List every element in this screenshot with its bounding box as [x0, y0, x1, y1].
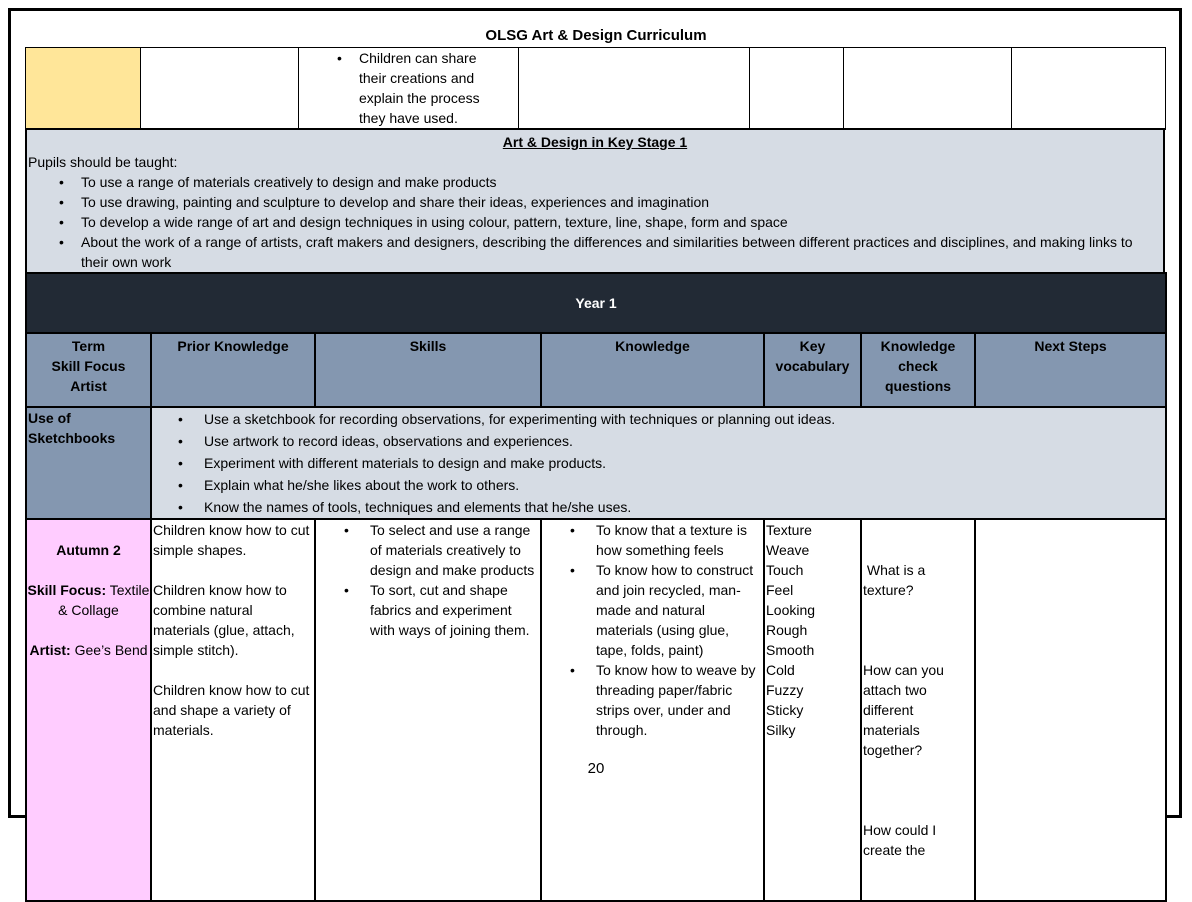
sketchbook-bullet: • Explain what he/she likes about the work to others.: [204, 474, 1165, 496]
vocab-word: Smooth: [766, 642, 815, 658]
header-artist-line: Artist: [70, 378, 107, 394]
sketchbooks-label: [26, 407, 151, 519]
key-stage-title: Art & Design in Key Stage 1: [502, 134, 688, 150]
check-question: How could I create the: [863, 822, 941, 858]
autumn2-term-cell: [26, 519, 151, 901]
sketchbooks-list: [152, 408, 1165, 518]
key-stage-bullet: • About the work of a range of artists, craft makers and designers, describing the differences and similarities between different practices and disciplines, and making links to their own work: [81, 232, 1163, 272]
header-next-steps: Next Steps: [975, 333, 1166, 407]
vocab-word: Weave: [766, 542, 810, 558]
autumn2-check-questions: [861, 519, 975, 901]
sketchbooks-label-line: Use of: [28, 410, 71, 426]
sketchbooks-body: [151, 407, 1166, 519]
knowledge-cell: [519, 48, 750, 130]
check-cell: [844, 48, 1012, 130]
sketchbook-bullet: • Experiment with different materials to design and make products.: [204, 452, 1165, 474]
autumn2-prior-knowledge: [151, 519, 315, 901]
skill-bullet: • Children can share their creations and explain the process they have used.: [359, 48, 489, 128]
vocab-cell: [750, 48, 844, 130]
year-title: Year 1: [26, 273, 1166, 333]
autumn2-vocabulary: [764, 519, 861, 901]
year-banner-row: [26, 273, 1166, 333]
header-check-line: Knowledge: [880, 338, 956, 354]
skills-cell: [299, 48, 519, 130]
knowledge-item: • To know how to weave by threading paper/fabric strips over, under and through.: [596, 660, 762, 740]
key-stage-table: [25, 128, 1165, 274]
knowledge-item: • To know how to construct and join recycled, man-made and natural materials (using glue, tape, folds, paint): [596, 560, 762, 660]
next-steps-cell: [1012, 48, 1166, 130]
autumn2-next-steps: [975, 519, 1166, 901]
skills-list: [317, 520, 539, 640]
header-check-line: check questions: [884, 358, 952, 394]
header-knowledge: Knowledge: [541, 333, 764, 407]
artist: [27, 640, 150, 660]
prior-knowledge-item: Children know how to combine natural materials (glue, attach, simple stitch).: [153, 582, 295, 658]
artist-label: Artist:: [29, 642, 71, 658]
key-stage-list: [27, 172, 1163, 272]
skill-focus: [27, 580, 150, 620]
vocab-word: Silky: [766, 722, 796, 738]
prior-knowledge-item: Children know how to cut simple shapes.: [153, 522, 310, 558]
header-prior-knowledge: Prior Knowledge: [151, 333, 315, 407]
vocab-word: Feel: [766, 582, 794, 598]
check-question: What is a texture?: [863, 562, 930, 598]
skill-focus-value: Textile & Collage: [58, 582, 150, 618]
artist-value: Gee’s Bend: [74, 642, 148, 658]
key-stage-cell: [26, 129, 1164, 273]
header-knowledge-check: [861, 333, 975, 407]
vocab-word: Rough: [766, 622, 808, 638]
sketchbooks-row: [26, 407, 1166, 519]
vocab-word: Cold: [766, 662, 795, 678]
page-number: 20: [587, 760, 605, 777]
skill-focus-label: Skill Focus:: [27, 582, 107, 598]
sketchbook-bullet: • Use a sketchbook for recording observations, for experimenting with techniques or planning out ideas.: [204, 408, 1165, 430]
sketchbook-bullet: • Use artwork to record ideas, observations and experiences.: [204, 430, 1165, 452]
year1-table: [25, 272, 1167, 902]
header-skill-focus-line: Skill Focus: [51, 358, 126, 374]
skill-item: • To select and use a range of materials creatively to design and make products: [370, 520, 539, 580]
vocab-word: Looking: [766, 602, 816, 618]
previous-row: [26, 48, 1166, 130]
eyfs-term-cell: [26, 48, 141, 130]
header-vocab-line: vocabulary: [775, 358, 850, 374]
autumn2-row: [26, 519, 1166, 901]
prior-knowledge-item: Children know how to cut and shape a variety of materials.: [153, 682, 310, 738]
skill-item: • To sort, cut and shape fabrics and experiment with ways of joining them.: [370, 580, 539, 640]
key-stage-intro: Pupils should be taught:: [28, 154, 178, 170]
sketchbooks-label-line: Sketchbooks: [28, 430, 116, 446]
vocab-word: Texture: [766, 522, 812, 538]
knowledge-item: • To know that a texture is how something feels: [596, 520, 762, 560]
header-skills: Skills: [315, 333, 541, 407]
check-question: How can you attach two different materials together?: [863, 662, 948, 758]
vocab-word: Fuzzy: [766, 682, 804, 698]
header-term: [26, 333, 151, 407]
key-stage-bullet: • To use a range of materials creatively to design and make products: [81, 172, 1163, 192]
vocab-word: Touch: [766, 562, 804, 578]
key-stage-bullet: • To develop a wide range of art and design techniques in using colour, pattern, texture, line, shape, form and space: [81, 212, 1163, 232]
document-title: OLSG Art & Design Curriculum: [485, 27, 707, 44]
term-name: Autumn 2: [56, 542, 121, 558]
prior-knowledge-cell: [141, 48, 299, 130]
knowledge-list: [543, 520, 762, 740]
header-vocab-line: Key: [799, 338, 826, 354]
header-key-vocabulary: [764, 333, 861, 407]
previous-row-table: [25, 47, 1166, 130]
sketchbook-bullet: • Know the names of tools, techniques and elements that he/she uses.: [204, 496, 1165, 518]
vocab-word: Sticky: [766, 702, 804, 718]
header-row: [26, 333, 1166, 407]
autumn2-knowledge: [541, 519, 764, 901]
key-stage-bullet: • To use drawing, painting and sculpture to develop and share their ideas, experiences and imagination: [81, 192, 1163, 212]
header-term-line: Term: [71, 338, 106, 354]
autumn2-skills: [315, 519, 541, 901]
